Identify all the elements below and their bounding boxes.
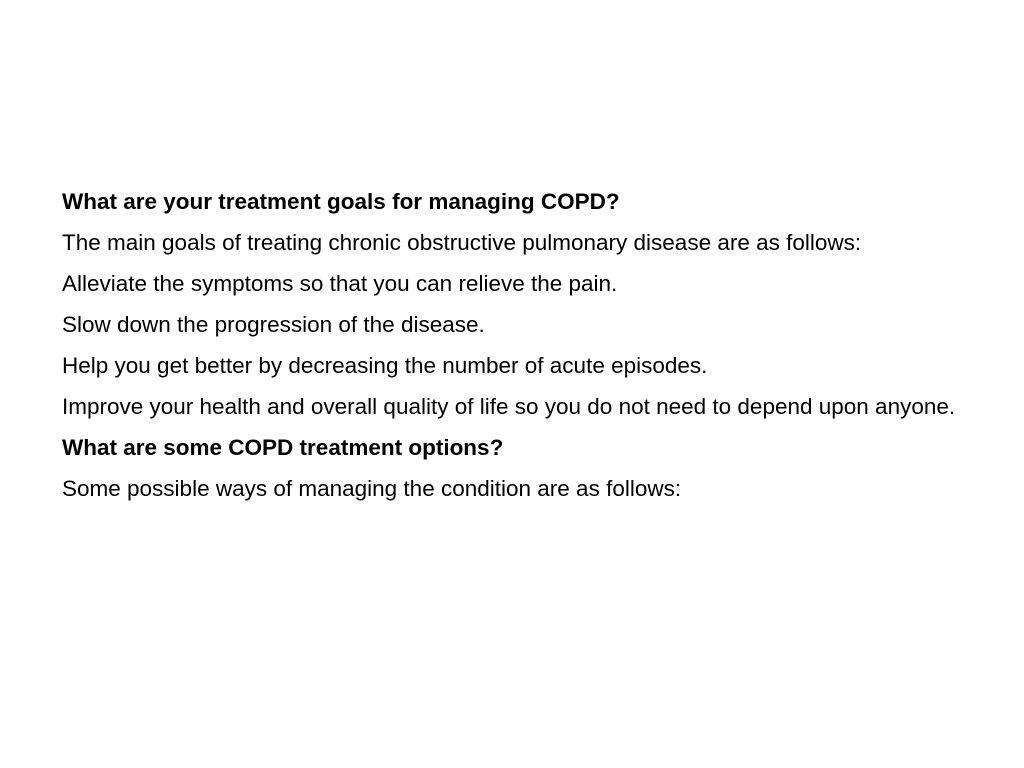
heading-treatment-options: What are some COPD treatment options?: [62, 435, 504, 460]
goal-decrease-episodes: Help you get better by decreasing the number of acute episodes.: [62, 353, 708, 378]
paragraph-main-goals: The main goals of treating chronic obstructive pulmonary disease are as follows:: [62, 230, 862, 255]
goal-improve-health: Improve your health and overall quality of life so you do not need to depend upon anyone.: [62, 394, 956, 419]
slide-body: [62, 186, 962, 514]
goal-alleviate-symptoms: Alleviate the symptoms so that you can relieve the pain.: [62, 271, 618, 296]
paragraph-treatment-options: Some possible ways of managing the condition are as follows:: [62, 476, 682, 501]
heading-treatment-goals: What are your treatment goals for managing COPD?: [62, 189, 620, 214]
goal-slow-progression: Slow down the progression of the disease.: [62, 312, 485, 337]
